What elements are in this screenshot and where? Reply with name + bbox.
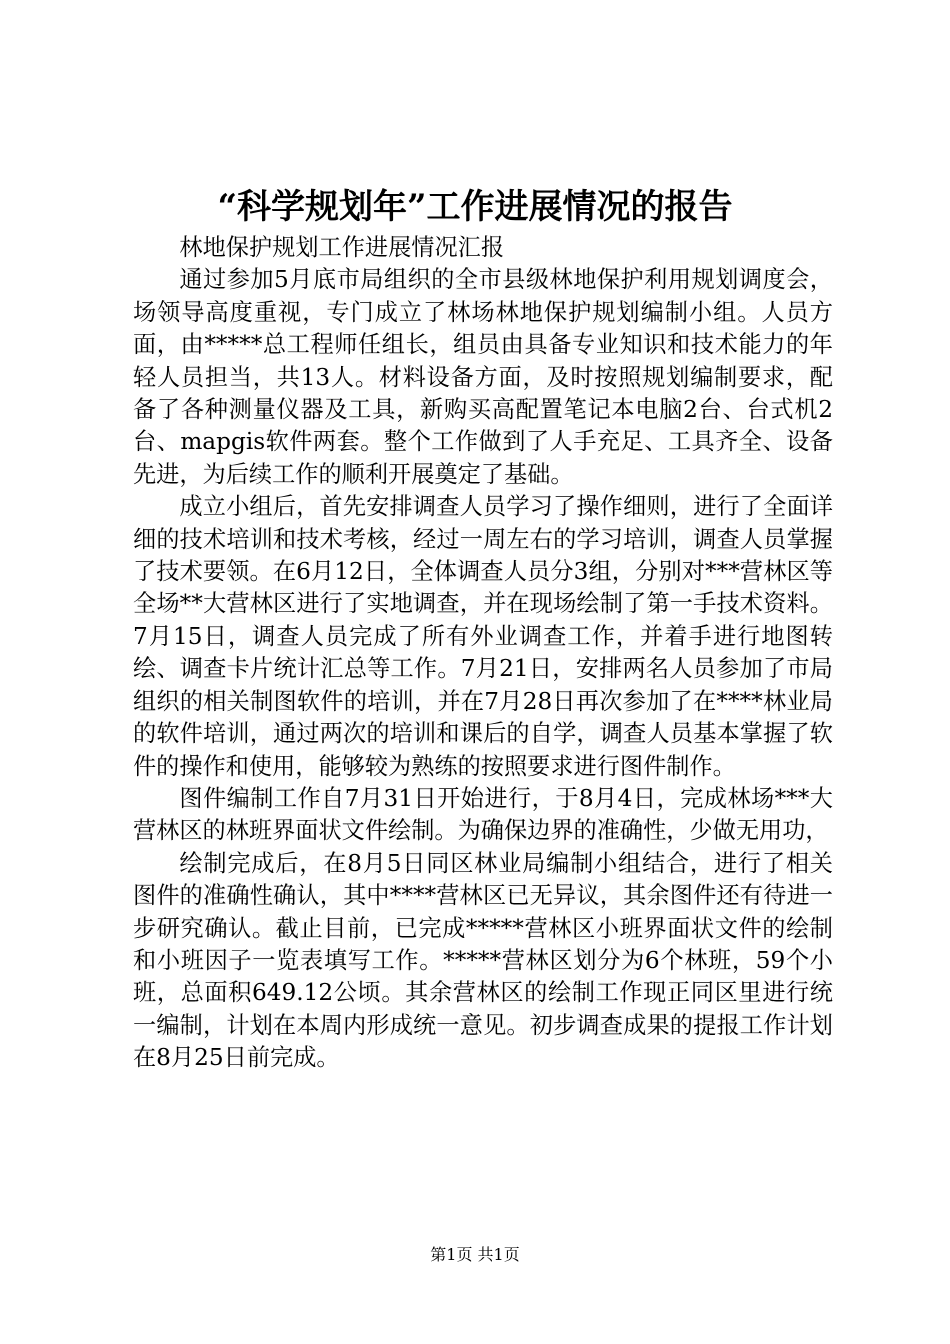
paragraph-4: 绘制完成后，在8月5日同区林业局编制小组结合，进行了相关图件的准确性确认，其中****营林区已无异议，其余图件还有待进一步研究确认。截止目前，已完成*****营林区小班界面状文件的绘制和小班因子一览表填写工作。*****营林区划分为6个林班，59个小班，总面积649.12公顷。其余营林区的绘制工作现正同区里进行统一编制，计划在本周内形成统一意见。初步调查成果的提报工作计划在8月25日前完成。 <box>133 849 833 1072</box>
page-footer: 第1页 共1页 <box>430 1245 520 1264</box>
paragraph-subtitle: 林地保护规划工作进展情况汇报 <box>179 234 505 261</box>
paragraph-1: 通过参加5月底市局组织的全市县级林地保护利用规划调度会，场领导高度重视，专门成立了林场林地保护规划编制小组。人员方面，由*****总工程师任组长，组员由具备专业知识和技术能力的年轻人员担当，共13人。材料设备方面，及时按照规划编制要求，配备了各种测量仪器及工具，新购买高配置笔记本电脑2台、台式机2台、mapgis软件两套。整个工作做到了人手充足、工具齐全、设备先进，为后续工作的顺利开展奠定了基础。 <box>133 266 833 488</box>
document-body <box>133 232 833 1075</box>
document-title: “科学规划年”工作进展情况的报告 <box>217 187 733 227</box>
paragraph-2: 成立小组后，首先安排调查人员学习了操作细则，进行了全面详细的技术培训和技术考核，经过一周左右的学习培训，调查人员掌握了技术要领。在6月12日，全体调查人员分3组，分别对***营林区等全场**大营林区进行了实地调查，并在现场绘制了第一手技术资料。7月15日，调查人员完成了所有外业调查工作，并着手进行地图转绘、调查卡片统计汇总等工作。7月21日，安排两名人员参加了市局组织的相关制图软件的培训，并在7月28日再次参加了在****林业局的软件培训，通过两次的培训和课后的自学，调查人员基本掌握了软件的操作和使用，能够较为熟练的按照要求进行图件制作。 <box>133 493 833 780</box>
paragraph-3: 图件编制工作自7月31日开始进行，于8月4日，完成林场***大营林区的林班界面状文件绘制。为确保边界的准确性，少做无用功， <box>133 784 833 845</box>
